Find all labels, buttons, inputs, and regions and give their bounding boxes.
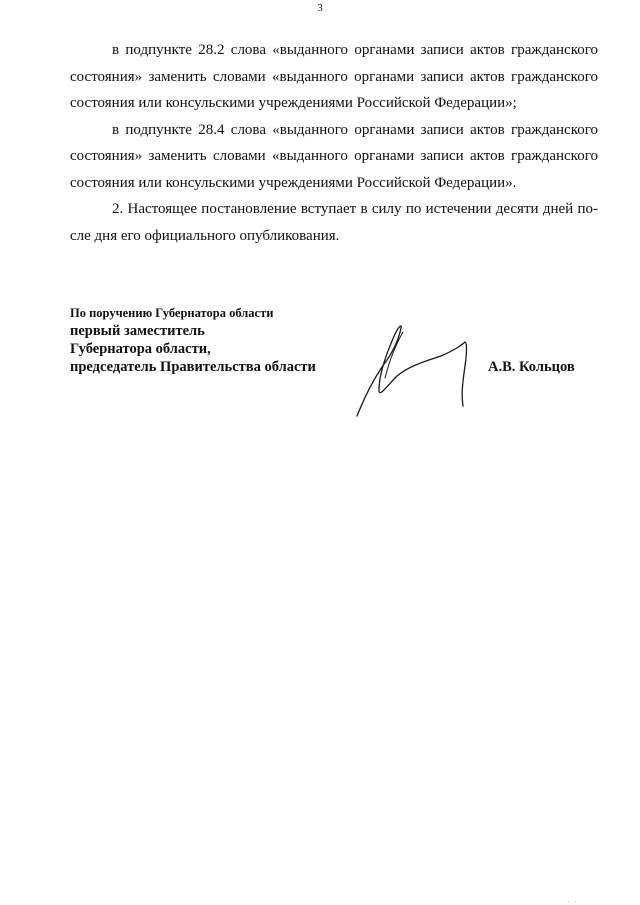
paragraph-effective-date: 2. Настоящее постановление вступает в силу по истечении десяти дней после дня его официального опубликования.: [70, 201, 598, 244]
page-number: 3: [317, 2, 323, 14]
signatory-name: А.В. Кольцов: [488, 359, 575, 375]
signatory-position-line: председатель Правительства области: [70, 359, 316, 375]
corner-mark: . .: [568, 898, 579, 904]
signature-instruction: По поручению Губернатора области: [70, 306, 274, 320]
paragraph-subpoint-28-4: в подпункте 28.4 слова «выданного органами записи актов гражданского состояния» заменить словами «выданного органами записи актов гражданского состояния или консульскими учреждениями Российской Федерации».: [70, 121, 598, 191]
paragraph-subpoint-28-2: в подпункте 28.2 слова «выданного органами записи актов гражданского состояния» заменить словами «выданного органами записи актов гражданского состояния или консульскими учреждениями Российской Федерации»;: [70, 42, 598, 111]
document-body: [70, 37, 598, 249]
signatory-position-line: Губернатора области,: [70, 341, 211, 357]
signature-block: [70, 306, 598, 416]
handwritten-signature: [345, 318, 495, 418]
signatory-position-line: первый заместитель: [70, 323, 205, 339]
